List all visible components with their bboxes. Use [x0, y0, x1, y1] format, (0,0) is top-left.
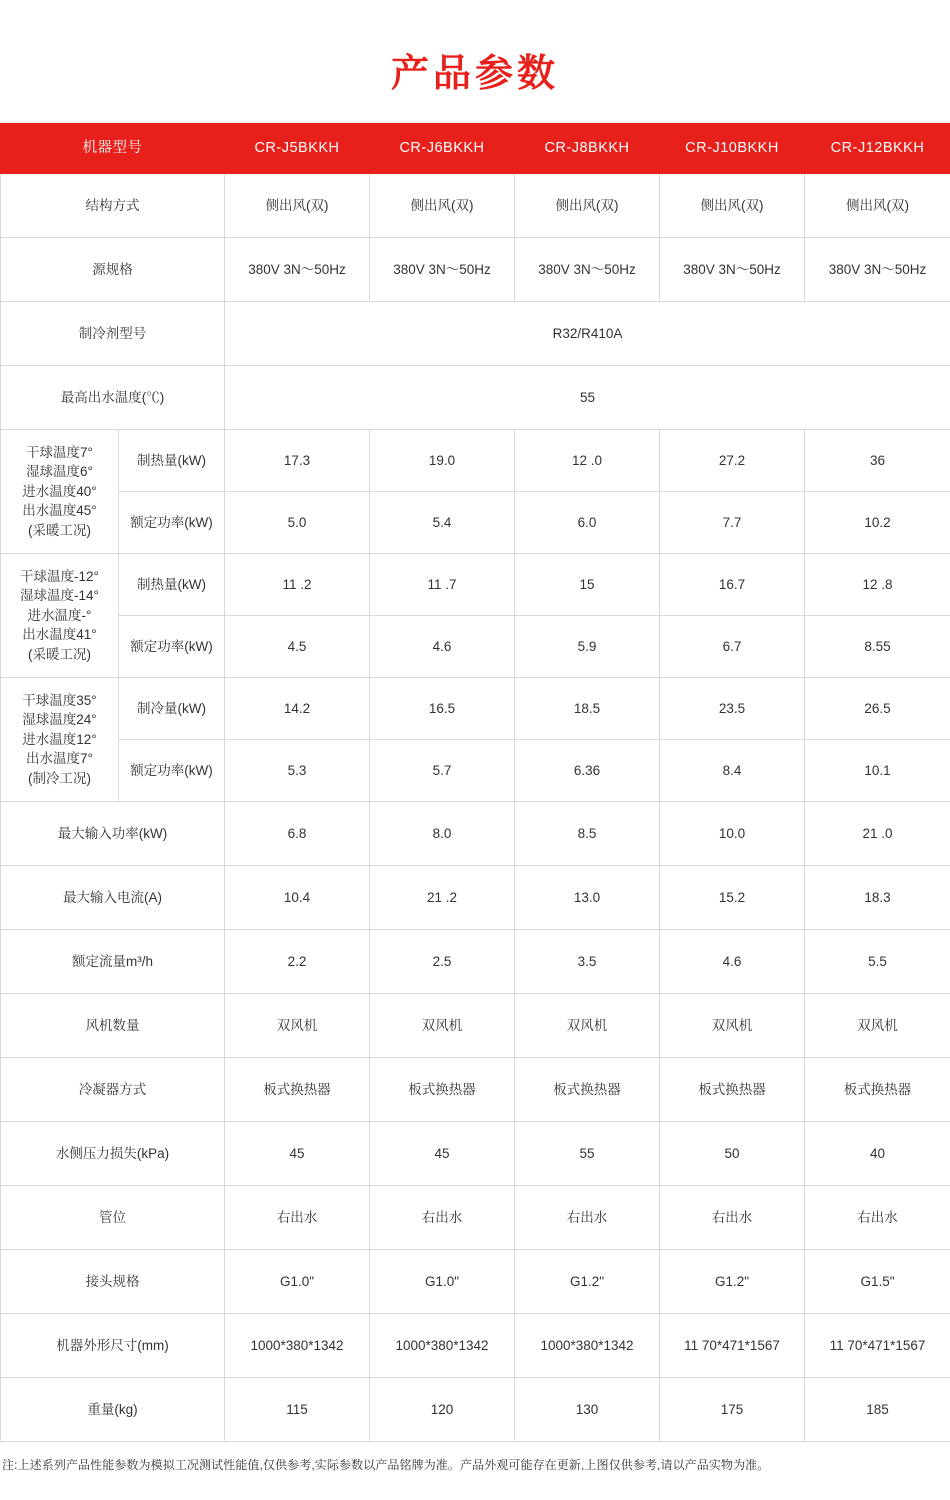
row-value: 380V 3N～50Hz: [370, 238, 515, 302]
row-value: 8.5: [515, 802, 660, 866]
table-header-row: [1, 124, 950, 174]
row-value: 板式换热器: [515, 1058, 660, 1122]
condition-line: (制冷工况): [28, 770, 91, 786]
row-value: 18.5: [515, 678, 660, 740]
row-label: 风机数量: [1, 994, 225, 1058]
row-label: 结构方式: [1, 174, 225, 238]
row-value: 21 .0: [805, 802, 950, 866]
row-value: 8.0: [370, 802, 515, 866]
table-row: [1, 740, 950, 802]
row-value: 6.0: [515, 492, 660, 554]
row-value: 8.55: [805, 616, 950, 678]
table-row: [1, 678, 950, 740]
product-spec-table: [0, 123, 950, 1442]
row-value: 15: [515, 554, 660, 616]
row-value: 10.2: [805, 492, 950, 554]
table-row: [1, 802, 950, 866]
row-value: 3.5: [515, 930, 660, 994]
row-value: 右出水: [370, 1186, 515, 1250]
row-value: 5.9: [515, 616, 660, 678]
row-value: 11 .2: [225, 554, 370, 616]
header-label: 机器型号: [1, 124, 225, 174]
row-value: G1.0": [370, 1250, 515, 1314]
sub-row-label: 制热量(kW): [119, 554, 225, 616]
row-value: 5.5: [805, 930, 950, 994]
row-value: 板式换热器: [370, 1058, 515, 1122]
row-value: 2.2: [225, 930, 370, 994]
table-row: [1, 866, 950, 930]
row-value: 侧出风(双): [805, 174, 950, 238]
row-value: 45: [370, 1122, 515, 1186]
row-value: 11 70*471*1567: [805, 1314, 950, 1378]
table-row: [1, 1378, 950, 1442]
row-value: 380V 3N～50Hz: [515, 238, 660, 302]
sub-row-label: 制冷量(kW): [119, 678, 225, 740]
header-model-5: CR-J12BKKH: [805, 124, 950, 174]
row-label: 额定流量m³/h: [1, 930, 225, 994]
row-value: 5.7: [370, 740, 515, 802]
table-row: [1, 492, 950, 554]
row-value: 右出水: [225, 1186, 370, 1250]
row-value: 380V 3N～50Hz: [660, 238, 805, 302]
row-value: 4.6: [660, 930, 805, 994]
condition-line: 进水温度12°: [22, 731, 97, 747]
condition-line: (采暖工况): [28, 646, 91, 662]
page-title: 产品参数: [390, 53, 559, 95]
row-value: 36: [805, 430, 950, 492]
row-value: G1.5": [805, 1250, 950, 1314]
row-value: 27.2: [660, 430, 805, 492]
row-value: 4.5: [225, 616, 370, 678]
row-value: 16.5: [370, 678, 515, 740]
row-value: 115: [225, 1378, 370, 1442]
row-value: 右出水: [515, 1186, 660, 1250]
row-value: 双风机: [660, 994, 805, 1058]
condition-line: 干球温度7°: [26, 444, 93, 460]
table-row: [1, 174, 950, 238]
header-model-4: CR-J10BKKH: [660, 124, 805, 174]
header-model-1: CR-J5BKKH: [225, 124, 370, 174]
condition-line: 湿球温度-14°: [20, 588, 99, 604]
row-value: 板式换热器: [225, 1058, 370, 1122]
row-value: 10.4: [225, 866, 370, 930]
table-row: [1, 930, 950, 994]
condition-line: 出水温度7°: [26, 751, 93, 767]
condition-line: (采暖工况): [28, 522, 91, 538]
row-value: 右出水: [805, 1186, 950, 1250]
row-value: 55: [515, 1122, 660, 1186]
row-value: 6.7: [660, 616, 805, 678]
table-row: [1, 302, 950, 366]
row-value: 13.0: [515, 866, 660, 930]
table-row: [1, 1058, 950, 1122]
row-label: 管位: [1, 1186, 225, 1250]
row-value: 7.7: [660, 492, 805, 554]
row-value: 23.5: [660, 678, 805, 740]
condition-cell-1: [1, 430, 119, 554]
row-value: 50: [660, 1122, 805, 1186]
condition-line: 出水温度41°: [22, 627, 97, 643]
row-value: 双风机: [225, 994, 370, 1058]
row-value: G1.0": [225, 1250, 370, 1314]
row-value: 8.4: [660, 740, 805, 802]
condition-cell-3: [1, 678, 119, 802]
row-value: 130: [515, 1378, 660, 1442]
row-label: 接头规格: [1, 1250, 225, 1314]
row-value: 12 .0: [515, 430, 660, 492]
table-row: [1, 1314, 950, 1378]
table-row: [1, 1250, 950, 1314]
sub-row-label: 制热量(kW): [119, 430, 225, 492]
row-value: 120: [370, 1378, 515, 1442]
row-value: 双风机: [370, 994, 515, 1058]
row-value: 5.0: [225, 492, 370, 554]
row-value: 14.2: [225, 678, 370, 740]
row-value: 18.3: [805, 866, 950, 930]
condition-line: 干球温度-12°: [20, 568, 99, 584]
row-value: G1.2": [515, 1250, 660, 1314]
row-label: 最高出水温度(℃): [1, 366, 225, 430]
row-value: 175: [660, 1378, 805, 1442]
row-value: 双风机: [515, 994, 660, 1058]
row-label: 最大输入功率(kW): [1, 802, 225, 866]
condition-line: 进水温度40°: [22, 483, 97, 499]
row-value: 板式换热器: [660, 1058, 805, 1122]
row-value: 12 .8: [805, 554, 950, 616]
table-row: [1, 1186, 950, 1250]
row-label: 水侧压力损失(kPa): [1, 1122, 225, 1186]
sub-row-label: 额定功率(kW): [119, 740, 225, 802]
condition-line: 湿球温度24°: [22, 712, 97, 728]
header-model-2: CR-J6BKKH: [370, 124, 515, 174]
row-value: 11 70*471*1567: [660, 1314, 805, 1378]
row-value: 19.0: [370, 430, 515, 492]
sub-row-label: 额定功率(kW): [119, 616, 225, 678]
table-row: [1, 616, 950, 678]
row-label: 机器外形尺寸(mm): [1, 1314, 225, 1378]
row-value: 10.0: [660, 802, 805, 866]
condition-cell-2: [1, 554, 119, 678]
table-row: [1, 994, 950, 1058]
row-value: 侧出风(双): [660, 174, 805, 238]
condition-line: 进水温度-°: [27, 607, 92, 623]
row-value: 185: [805, 1378, 950, 1442]
row-label: 源规格: [1, 238, 225, 302]
row-value: 6.8: [225, 802, 370, 866]
row-value: 双风机: [805, 994, 950, 1058]
row-value: 15.2: [660, 866, 805, 930]
row-value: 4.6: [370, 616, 515, 678]
row-value: 1000*380*1342: [225, 1314, 370, 1378]
condition-line: 出水温度45°: [22, 503, 97, 519]
row-value: 380V 3N～50Hz: [225, 238, 370, 302]
row-value: 1000*380*1342: [515, 1314, 660, 1378]
row-value: 5.3: [225, 740, 370, 802]
table-row: [1, 430, 950, 492]
row-value-merged: 55: [225, 366, 950, 430]
table-row: [1, 1122, 950, 1186]
sub-row-label: 额定功率(kW): [119, 492, 225, 554]
header-model-3: CR-J8BKKH: [515, 124, 660, 174]
row-value: 5.4: [370, 492, 515, 554]
row-value: 45: [225, 1122, 370, 1186]
row-label: 制冷剂型号: [1, 302, 225, 366]
table-row: [1, 366, 950, 430]
footnote: 注:上述系列产品性能参数为模拟工况测试性能值,仅供参考,实际参数以产品铭牌为准。产品外观可能存在更新,上图仅供参考,请以产品实物为准。: [2, 1458, 770, 1472]
row-value: 26.5: [805, 678, 950, 740]
row-label: 最大输入电流(A): [1, 866, 225, 930]
row-value: 21 .2: [370, 866, 515, 930]
row-value: 1000*380*1342: [370, 1314, 515, 1378]
row-value: 板式换热器: [805, 1058, 950, 1122]
row-value: 10.1: [805, 740, 950, 802]
row-label: 冷凝器方式: [1, 1058, 225, 1122]
row-value: 6.36: [515, 740, 660, 802]
row-value: 40: [805, 1122, 950, 1186]
condition-line: 干球温度35°: [22, 692, 97, 708]
table-row: [1, 554, 950, 616]
row-value: 2.5: [370, 930, 515, 994]
table-row: [1, 238, 950, 302]
row-label: 重量(kg): [1, 1378, 225, 1442]
condition-line: 湿球温度6°: [26, 464, 93, 480]
row-value: 侧出风(双): [225, 174, 370, 238]
row-value: 380V 3N～50Hz: [805, 238, 950, 302]
row-value: 侧出风(双): [515, 174, 660, 238]
row-value: 17.3: [225, 430, 370, 492]
row-value: 右出水: [660, 1186, 805, 1250]
row-value: 侧出风(双): [370, 174, 515, 238]
row-value: 11 .7: [370, 554, 515, 616]
row-value: G1.2": [660, 1250, 805, 1314]
row-value-merged: R32/R410A: [225, 302, 950, 366]
row-value: 16.7: [660, 554, 805, 616]
